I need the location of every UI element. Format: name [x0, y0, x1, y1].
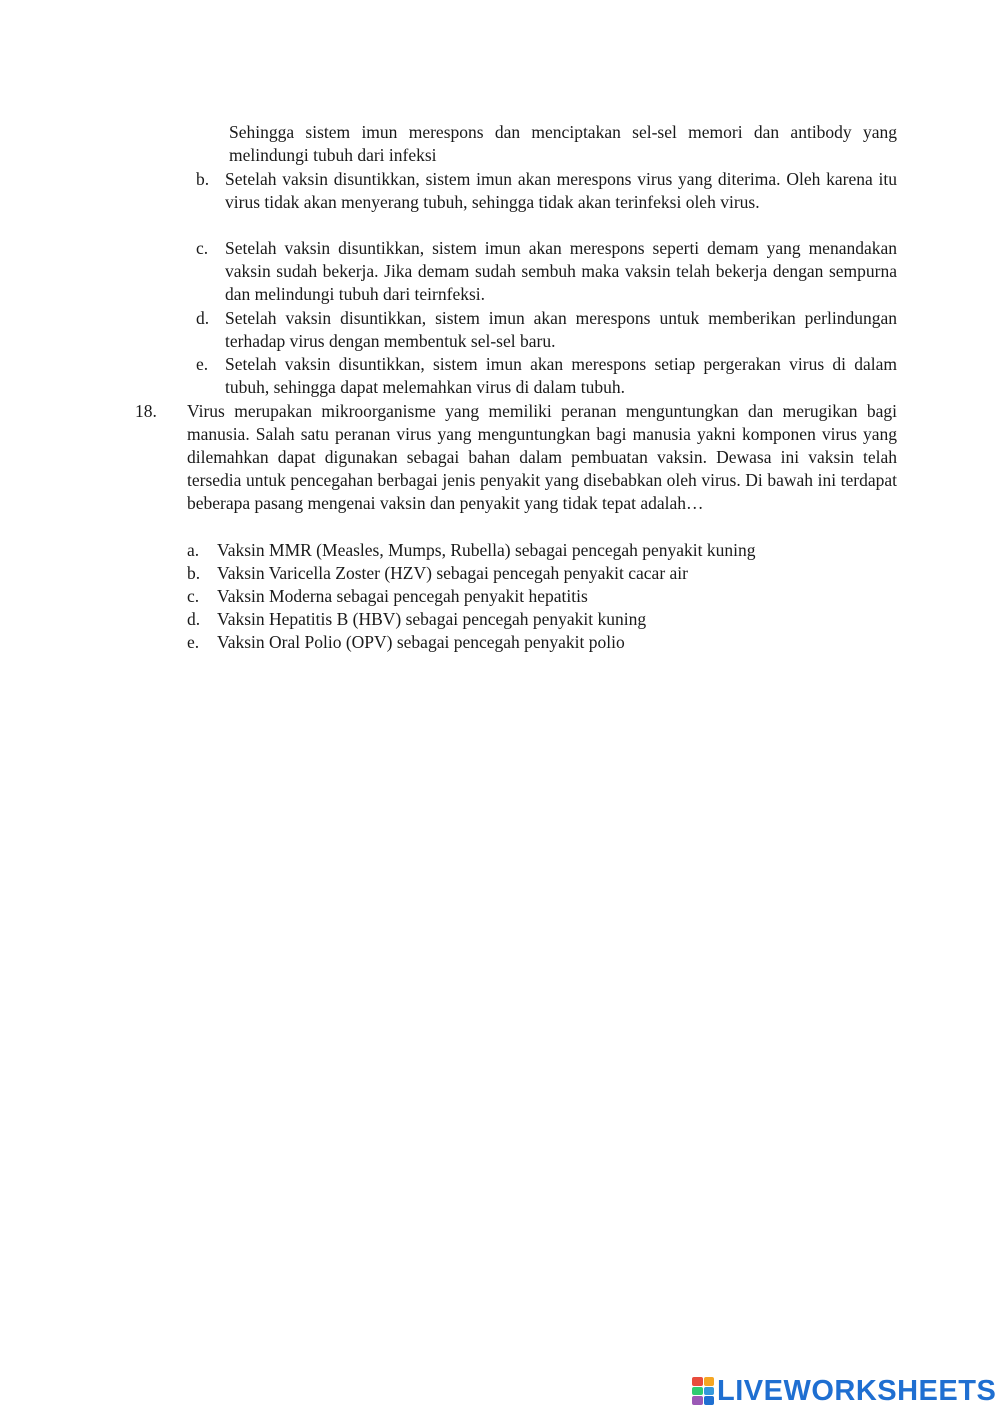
option-a-continuation [229, 121, 897, 167]
logo-block [704, 1387, 715, 1396]
logo-block [704, 1396, 715, 1405]
option-text: Vaksin MMR (Measles, Mumps, Rubella) sebagai pencegah penyakit kuning [217, 540, 756, 560]
question-text: Virus merupakan mikroorganisme yang memiliki peranan menguntungkan dan merugikan bagi manusia. Salah satu peranan virus yang menguntungkan bagi manusia yakni komponen virus yang dilemahkan dapat digunakan sebagai bahan dalam pembuatan vaksin. Dewasa ini vaksin telah tersedia untuk pencegahan berbagai jenis penyakit yang disebabkan oleh virus. Di bawah ini terdapat beberapa pasang mengenai vaksin dan penyakit yang tidak tepat adalah… [187, 401, 897, 513]
previous-option-b[interactable] [187, 168, 897, 214]
question-18-option-d[interactable] [187, 608, 897, 631]
option-letter: b. [196, 169, 210, 189]
option-letter: e. [187, 632, 200, 652]
option-text: Vaksin Moderna sebagai pencegah penyakit hepatitis [217, 586, 588, 606]
question-18-options [187, 539, 897, 654]
question-number: 18. [135, 401, 157, 421]
logo-block [692, 1396, 703, 1405]
question-18 [135, 400, 897, 515]
option-letter: b. [187, 563, 201, 583]
option-text: Setelah vaksin disuntikkan, sistem imun akan merespons untuk memberikan perlindungan terhadap virus dengan membentuk sel-sel baru. [225, 308, 897, 351]
liveworksheets-logo[interactable] [692, 1373, 996, 1409]
option-text: Vaksin Varicella Zoster (HZV) sebagai pencegah penyakit cacar air [217, 563, 688, 583]
option-text: Vaksin Oral Polio (OPV) sebagai pencegah penyakit polio [217, 632, 625, 652]
question-18-option-a[interactable] [187, 539, 897, 562]
option-letter: d. [196, 308, 210, 328]
option-text: Vaksin Hepatitis B (HBV) sebagai pencegah penyakit kuning [217, 609, 647, 629]
option-text: Setelah vaksin disuntikkan, sistem imun akan merespons virus yang diterima. Oleh karena itu virus tidak akan menyerang tubuh, sehingga tidak akan terinfeksi oleh virus. [225, 169, 897, 212]
question-18-option-c[interactable] [187, 585, 897, 608]
liveworksheets-logo-text: LIVEWORKSHEETS [717, 1374, 997, 1407]
previous-option-e[interactable] [187, 353, 897, 399]
logo-block [704, 1377, 715, 1386]
previous-option-c[interactable] [187, 237, 897, 306]
option-letter: e. [196, 354, 209, 374]
option-letter: c. [196, 238, 209, 258]
option-letter: d. [187, 609, 201, 629]
option-letter: a. [187, 540, 200, 560]
question-18-option-e[interactable] [187, 631, 897, 654]
option-a-continuation-text: Sehingga sistem imun merespons dan menciptakan sel-sel memori dan antibody yang melindungi tubuh dari infeksi [229, 122, 897, 165]
liveworksheets-logo-icon [692, 1377, 714, 1405]
option-text: Setelah vaksin disuntikkan, sistem imun akan merespons setiap pergerakan virus di dalam tubuh, sehingga dapat melemahkan virus di dalam tubuh. [225, 354, 897, 397]
previous-option-d[interactable] [187, 307, 897, 353]
question-18-option-b[interactable] [187, 562, 897, 585]
logo-block [692, 1377, 703, 1386]
logo-block [692, 1387, 703, 1396]
option-letter: c. [187, 586, 200, 606]
option-text: Setelah vaksin disuntikkan, sistem imun akan merespons seperti demam yang menandakan vaksin sudah bekerja. Jika demam sudah sembuh maka vaksin telah bekerja dengan sempurna dan melindungi tubuh dari teirnfeksi. [225, 238, 897, 304]
